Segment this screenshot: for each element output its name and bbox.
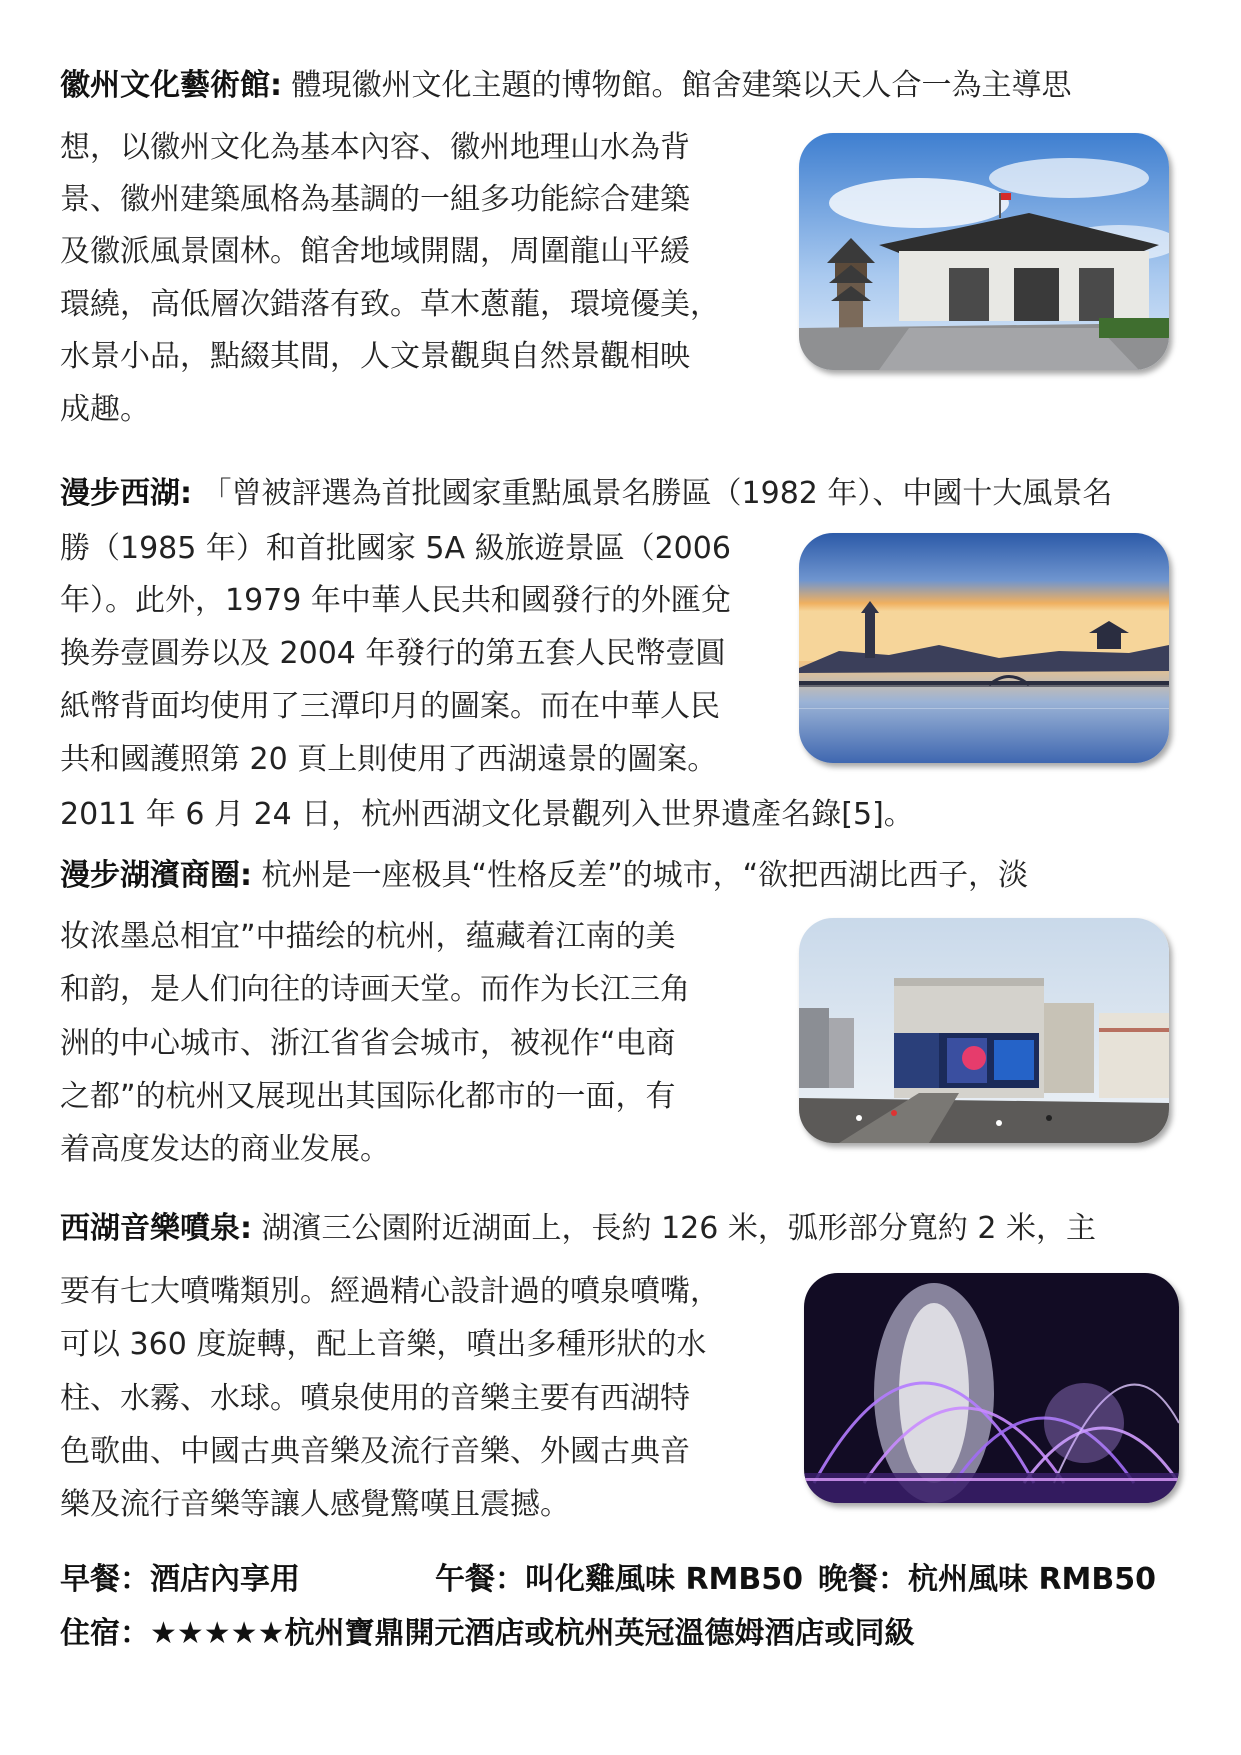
dinner-info: 晚餐：杭州風味 RMB50 [818, 1562, 1157, 1597]
section-4-line-4: 柱、水霧、水球。噴泉使用的音樂主要有西湖特 [60, 1381, 690, 1416]
west-lake-photo [799, 533, 1169, 763]
section-4-line-2: 要有七大噴嘴類別。經過精心設計過的噴泉噴嘴， [60, 1274, 720, 1309]
section-3-line-1: 漫步湖濱商圈: 杭州是一座极具“性格反差”的城市，“欲把西湖比西子，淡 [60, 858, 1029, 893]
section-1-line-6: 水景小品，點綴其間，人文景觀與自然景觀相映 [60, 339, 690, 374]
section-3-line-6: 着高度发达的商业发展。 [60, 1132, 390, 1167]
accommodation-info: 住宿：★★★★★杭州寶鼎開元酒店或杭州英冠溫德姆酒店或同級 [60, 1616, 915, 1651]
section-1-line-5: 環繞，高低層次錯落有致。草木蔥蘢，環境優美， [60, 287, 720, 322]
section-4-line-3: 可以 360 度旋轉，配上音樂，噴出多種形狀的水 [60, 1327, 707, 1362]
section-1-line-3: 景、徽州建築風格為基調的一組多功能綜合建築 [60, 182, 690, 217]
fountain-photo [804, 1273, 1179, 1503]
section-2-line-5: 紙幣背面均使用了三潭印月的圖案。而在中華人民 [60, 689, 720, 724]
section-2-line-7: 2011 年 6 月 24 日，杭州西湖文化景觀列入世界遺產名錄[5]。 [60, 797, 914, 832]
section-3-line-3: 和韵，是人们向往的诗画天堂。而作为长江三角 [60, 972, 690, 1007]
section-1-line-4: 及徽派風景園林。館舍地域開闊，周圍龍山平緩 [60, 234, 690, 269]
hubin-photo [799, 918, 1169, 1143]
section-3-line-2: 妆浓墨总相宜”中描绘的杭州，蕴藏着江南的美 [60, 919, 676, 954]
section-2-line-6: 共和國護照第 20 頁上則使用了西湖遠景的圖案。 [60, 742, 718, 777]
section-3-heading: 漫步湖濱商圈: [60, 858, 252, 893]
section-1-line-2: 想，以徽州文化為基本內容、徽州地理山水為背 [60, 130, 690, 165]
section-3-line-4: 洲的中心城市、浙江省省会城市，被视作“电商 [60, 1026, 676, 1061]
section-2-heading: 漫步西湖: [60, 476, 192, 511]
section-2-line-2: 勝（1985 年）和首批國家 5A 級旅遊景區（2006 [60, 531, 731, 566]
section-1-line-1: 徽州文化藝術館: 體現徽州文化主題的博物館。館舍建築以天人合一為主導思 [60, 68, 1072, 103]
section-4-heading: 西湖音樂噴泉: [60, 1211, 252, 1246]
museum-photo [799, 133, 1169, 370]
section-1-line-7: 成趣。 [60, 392, 150, 427]
section-2-line-4: 換券壹圓券以及 2004 年發行的第五套人民幣壹圓 [60, 636, 726, 671]
section-2-line-3: 年）。此外，1979 年中華人民共和國發行的外匯兌 [60, 583, 731, 618]
section-3-line-5: 之都”的杭州又展现出其国际化都市的一面，有 [60, 1079, 676, 1114]
section-2-line-1: 漫步西湖: 「曾被評選為首批國家重點風景名勝區（1982 年）、中國十大風景名 [60, 476, 1113, 511]
section-4-line-5: 色歌曲、中國古典音樂及流行音樂、外國古典音 [60, 1434, 690, 1469]
breakfast-info: 早餐：酒店內享用 [60, 1562, 300, 1597]
section-4-line-6: 樂及流行音樂等讓人感覺驚嘆且震撼。 [60, 1487, 570, 1522]
section-4-line-1: 西湖音樂噴泉: 湖濱三公園附近湖面上，長約 126 米，弧形部分寬約 2 米，主 [60, 1211, 1097, 1246]
section-1-heading: 徽州文化藝術館: [60, 68, 282, 103]
lunch-info: 午餐：叫化雞風味 RMB50 [435, 1562, 804, 1597]
